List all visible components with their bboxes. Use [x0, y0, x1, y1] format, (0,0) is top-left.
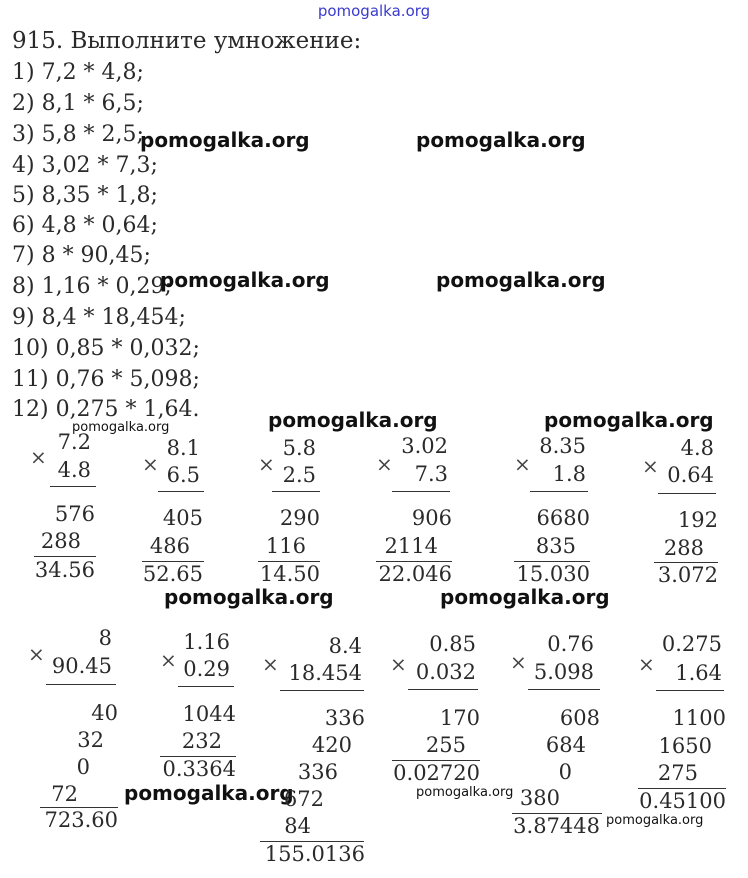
times-sign: × [142, 452, 159, 476]
partial-product: 72 [51, 782, 78, 806]
task-8: 8) 1,16 * 0,29; [12, 274, 172, 299]
partial-product: 1100 [672, 706, 726, 730]
rule-line [178, 686, 234, 687]
partial-product: 420 [311, 733, 352, 757]
watermark: pomogalka.org [164, 585, 334, 609]
task-9: 9) 8,4 * 18,454; [12, 305, 186, 330]
times-sign: × [30, 445, 47, 469]
times-sign: × [376, 452, 393, 476]
rule-line [528, 689, 600, 690]
rule-line [408, 689, 478, 690]
partial-product: 84 [284, 814, 311, 838]
rule-line [392, 491, 450, 492]
watermark: pomogalka.org [124, 781, 294, 805]
times-sign: × [160, 648, 177, 672]
partial-product: 288 [40, 529, 81, 553]
product-result: 155.0136 [264, 842, 365, 866]
task-1: 1) 7,2 * 4,8; [12, 60, 144, 85]
watermark: pomogalka.org [436, 268, 606, 292]
product-result: 22.046 [378, 562, 452, 586]
product-result: 52.65 [142, 562, 203, 586]
times-sign: × [28, 642, 45, 666]
task-7: 7) 8 * 90,45; [12, 243, 151, 268]
watermark: pomogalka.org [268, 408, 438, 432]
multiplicand: 7.2 [57, 430, 91, 454]
watermark: pomogalka.org [544, 408, 714, 432]
partial-product: 906 [411, 506, 452, 530]
watermark-small: pomogalka.org [72, 420, 170, 435]
task-11: 11) 0,76 * 5,098; [12, 367, 200, 392]
rule-line [272, 491, 320, 492]
multiplier: 6.5 [166, 463, 200, 487]
rule-line [50, 486, 96, 487]
multiplicand: 3.02 [401, 434, 448, 458]
watermark-small: pomogalka.org [416, 785, 514, 800]
multiplier: 90.45 [51, 654, 112, 678]
times-sign: × [510, 650, 527, 674]
multiplier: 5.098 [533, 660, 594, 684]
multiplier: 7.3 [414, 462, 448, 486]
multiplicand: 8 [98, 626, 112, 650]
partial-product: 672 [283, 787, 324, 811]
times-sign: × [258, 452, 275, 476]
partial-product: 0 [558, 760, 572, 784]
rule-line [46, 684, 116, 685]
multiplier: 1.64 [675, 661, 722, 685]
partial-product: 6680 [536, 506, 590, 530]
product-result: 0.45100 [639, 789, 726, 813]
product-result: 15.030 [516, 562, 590, 586]
rule-line [158, 491, 204, 492]
multiplicand: 8.4 [328, 634, 362, 658]
product-result: 0.3364 [162, 757, 236, 781]
partial-product: 255 [425, 733, 466, 757]
multiplier: 0.032 [415, 660, 476, 684]
partial-product: 608 [559, 706, 600, 730]
watermark: pomogalka.org [440, 585, 610, 609]
product-result: 34.56 [34, 558, 95, 582]
partial-product: 835 [535, 534, 576, 558]
multiplicand: 5.8 [282, 436, 316, 460]
times-sign: × [642, 454, 659, 478]
product-result: 3.072 [657, 563, 718, 587]
multiplier: 0.64 [667, 463, 714, 487]
partial-product: 170 [439, 706, 480, 730]
task-5: 5) 8,35 * 1,8; [12, 183, 158, 208]
partial-product: 40 [91, 701, 118, 725]
rule-line [658, 493, 716, 494]
partial-product: 232 [181, 729, 222, 753]
partial-product: 2114 [384, 534, 438, 558]
partial-product: 288 [663, 536, 704, 560]
partial-product: 116 [265, 534, 306, 558]
multiplier: 0.29 [183, 657, 230, 681]
rule-line [280, 690, 364, 691]
multiplier: 2.5 [282, 463, 316, 487]
site-header-watermark: pomogalka.org [317, 2, 431, 20]
partial-product: 336 [324, 706, 365, 730]
task-3: 3) 5,8 * 2,5; [12, 122, 144, 147]
partial-product: 486 [149, 534, 190, 558]
multiplicand: 4.8 [680, 436, 714, 460]
partial-product: 684 [545, 733, 586, 757]
multiplicand: 8.1 [166, 436, 200, 460]
task-10: 10) 0,85 * 0,032; [12, 336, 200, 361]
times-sign: × [638, 652, 655, 676]
multiplicand: 1.16 [183, 630, 230, 654]
watermark-small: pomogalka.org [606, 813, 704, 828]
partial-product: 1044 [182, 702, 236, 726]
task-12: 12) 0,275 * 1,64. [12, 397, 200, 422]
product-result: 0.02720 [393, 761, 480, 785]
product-result: 14.50 [259, 562, 320, 586]
partial-product: 192 [677, 508, 718, 532]
product-result: 3.87448 [513, 814, 600, 838]
partial-product: 405 [162, 506, 203, 530]
task-6: 6) 4,8 * 0,64; [12, 213, 158, 238]
multiplier: 18.454 [288, 661, 362, 685]
product-result: 723.60 [44, 808, 118, 832]
rule-line [530, 491, 588, 492]
multiplicand: 0.85 [429, 632, 476, 656]
times-sign: × [390, 652, 407, 676]
times-sign: × [262, 652, 279, 676]
rule-line [34, 556, 96, 557]
multiplier: 1.8 [552, 462, 586, 486]
partial-product: 336 [297, 760, 338, 784]
partial-product: 290 [279, 506, 320, 530]
times-sign: × [514, 452, 531, 476]
partial-product: 380 [519, 786, 560, 810]
task-2: 2) 8,1 * 6,5; [12, 91, 144, 116]
exercise-title: 915. Выполните умножение: [12, 28, 362, 54]
partial-product: 32 [77, 728, 104, 752]
watermark: pomogalka.org [140, 128, 310, 152]
watermark: pomogalka.org [416, 128, 586, 152]
partial-product: 0 [76, 755, 90, 779]
multiplicand: 8.35 [539, 434, 586, 458]
rule-line [656, 690, 724, 691]
partial-product: 576 [54, 502, 95, 526]
task-4: 4) 3,02 * 7,3; [12, 153, 158, 178]
partial-product: 1650 [658, 734, 712, 758]
multiplicand: 0.76 [547, 632, 594, 656]
multiplicand: 0.275 [661, 632, 722, 656]
multiplier: 4.8 [57, 458, 91, 482]
watermark: pomogalka.org [160, 268, 330, 292]
partial-product: 275 [657, 761, 698, 785]
